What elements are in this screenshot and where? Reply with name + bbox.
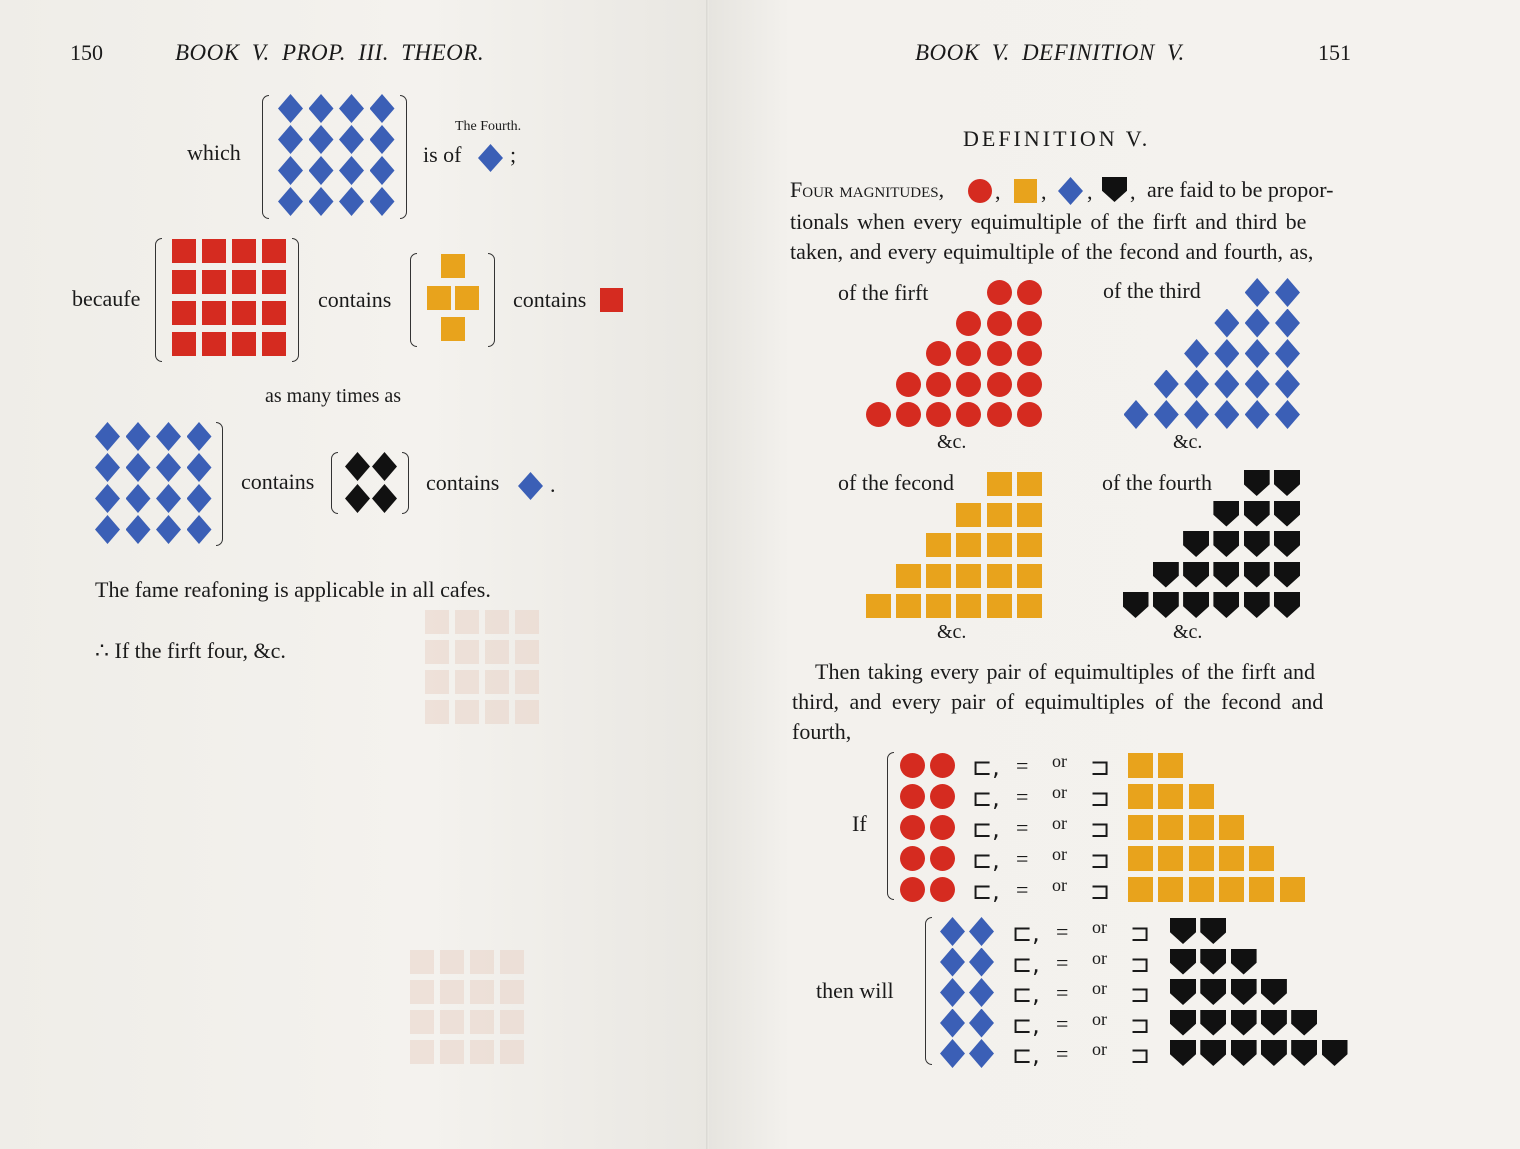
ghost-square [485, 700, 509, 724]
ghost-square [500, 980, 524, 1004]
red-square-single [600, 288, 623, 312]
text-conclusion: ∴ If the firft four, &c. [95, 638, 286, 663]
relation-greater: ⊐ [1090, 846, 1111, 874]
yellow-square [987, 472, 1012, 496]
yellow-square [1189, 846, 1214, 871]
yellow-square [1249, 877, 1274, 902]
ghost-square [425, 700, 449, 724]
red-square [262, 301, 286, 325]
relation-greater: ⊐ [1090, 784, 1111, 812]
yellow-square [1158, 784, 1183, 809]
relation-less: ⊏, [1012, 980, 1040, 1008]
ghost-square [485, 610, 509, 634]
relation-greater: ⊐ [1090, 877, 1111, 905]
red-square [202, 332, 226, 356]
book-gutter [706, 0, 709, 1149]
def-text-line3: taken, and every equimultiple of the fecond and fourth, as, [790, 239, 1314, 264]
relation-or: or [1092, 917, 1107, 937]
relation-greater: ⊐ [1130, 919, 1151, 947]
relation-equal: = [1016, 753, 1029, 778]
red-circle [930, 846, 955, 871]
red-circle [930, 815, 955, 840]
text-same-reasoning: The fame reafoning is applicable in all cafes. [95, 577, 491, 602]
red-circle [987, 280, 1012, 305]
period: . [550, 472, 556, 497]
relation-or: or [1092, 978, 1107, 998]
red-circle [896, 372, 921, 397]
right-brace [488, 253, 495, 347]
label-of-the-third: of the third [1103, 278, 1201, 303]
red-square [172, 332, 196, 356]
red-circle [930, 784, 955, 809]
yellow-square [896, 594, 921, 618]
relation-equal: = [1056, 949, 1069, 975]
right-brace [216, 422, 223, 546]
red-square [262, 332, 286, 356]
relation-greater: ⊐ [1130, 949, 1151, 978]
ghost-square [425, 610, 449, 634]
left-brace [155, 238, 162, 362]
semicolon: ; [510, 142, 517, 167]
yellow-square [956, 564, 981, 588]
yellow-square [1128, 784, 1153, 809]
relation-equal: = [1056, 980, 1069, 1005]
yellow-square [1219, 815, 1244, 840]
red-circle [987, 341, 1012, 366]
left-brace [262, 95, 269, 219]
relation-equal: = [1016, 846, 1029, 871]
yellow-square [1128, 877, 1153, 902]
then-text-line3: fourth, [792, 719, 852, 744]
yellow-square [1017, 533, 1042, 557]
ghost-square [410, 1010, 434, 1034]
red-square [172, 301, 196, 325]
yellow-square [441, 317, 465, 341]
yellow-square [987, 564, 1012, 588]
red-circle [900, 877, 925, 902]
right-brace [292, 238, 299, 362]
yellow-square [1128, 753, 1153, 778]
text-contains: contains [241, 469, 315, 494]
yellow-square [1017, 564, 1042, 588]
relation-greater: ⊐ [1130, 1010, 1151, 1039]
red-square [172, 239, 196, 263]
ghost-square [410, 1040, 434, 1064]
ghost-square [470, 980, 494, 1004]
text-which: which [187, 140, 241, 165]
red-circle [900, 753, 925, 778]
def-text-end: are faid to be propor- [1147, 177, 1334, 202]
ghost-square [455, 610, 479, 634]
yellow-square [1017, 503, 1042, 527]
text-as-many-times-as: as many times as [265, 385, 402, 407]
ghost-square [455, 670, 479, 694]
comma: , [1041, 179, 1047, 204]
ghost-square [455, 700, 479, 724]
ghost-square [410, 980, 434, 1004]
text-because: becaufe [72, 286, 141, 311]
yellow-square [1219, 877, 1244, 902]
comma: , [1130, 179, 1136, 204]
page-number-left: 150 [70, 40, 103, 65]
yellow-square [1280, 877, 1305, 902]
then-text-line2: third, and every pair of equimultiples of the fecond and [792, 689, 1324, 714]
yellow-square [896, 564, 921, 588]
red-circle [1017, 311, 1042, 336]
red-circle [900, 784, 925, 809]
relation-or: or [1052, 844, 1067, 864]
ghost-square [515, 670, 539, 694]
relation-less: ⊏, [972, 753, 1000, 781]
yellow-square-second [1014, 179, 1037, 203]
red-circle [866, 402, 891, 427]
ghost-square [515, 640, 539, 664]
yellow-square [1189, 877, 1214, 902]
left-brace [331, 452, 338, 514]
right-brace [402, 452, 409, 514]
etc-second: &c. [937, 621, 967, 643]
ghost-square [500, 1010, 524, 1034]
yellow-square [1158, 846, 1183, 871]
red-circle [900, 846, 925, 871]
yellow-square [1219, 846, 1244, 871]
yellow-square [1158, 815, 1183, 840]
red-circle [900, 815, 925, 840]
red-square [232, 332, 256, 356]
yellow-square [1189, 815, 1214, 840]
yellow-square [987, 594, 1012, 618]
right-page [708, 0, 1520, 1149]
comma: , [995, 179, 1001, 204]
red-circle [926, 402, 951, 427]
relation-less: ⊏, [972, 815, 1000, 843]
ghost-square [470, 1040, 494, 1064]
label-of-the-fourth: of the fourth [1102, 470, 1212, 495]
def-text-start: Four magnitudes, [790, 177, 945, 202]
running-head-left: BOOK V. PROP. III. THEOR. [175, 40, 485, 65]
relation-less: ⊏, [972, 784, 1000, 812]
yellow-square [956, 533, 981, 557]
ghost-square [470, 950, 494, 974]
ghost-square [470, 1010, 494, 1034]
yellow-square [1158, 753, 1183, 778]
red-square [232, 239, 256, 263]
ghost-square [440, 980, 464, 1004]
relation-or: or [1052, 782, 1067, 802]
yellow-square [1128, 846, 1153, 871]
yellow-square [987, 533, 1012, 557]
ghost-square [440, 950, 464, 974]
red-circle [926, 341, 951, 366]
yellow-square [926, 533, 951, 557]
yellow-square [926, 564, 951, 588]
relation-equal: = [1016, 815, 1029, 840]
ghost-square [515, 700, 539, 724]
yellow-square [1017, 472, 1042, 496]
relation-greater: ⊐ [1130, 980, 1151, 1008]
red-circle-first [968, 179, 992, 203]
yellow-square [455, 286, 479, 310]
left-brace [410, 253, 417, 347]
red-square [202, 239, 226, 263]
etc-fourth: &c. [1173, 621, 1203, 643]
running-head-right: BOOK V. DEFINITION V. [915, 40, 1185, 65]
definition-title: DEFINITION V. [963, 126, 1151, 151]
relation-greater: ⊐ [1090, 753, 1111, 781]
label-the-fourth: The Fourth. [455, 119, 522, 134]
relation-less: ⊏, [1012, 1010, 1040, 1039]
red-circle [930, 877, 955, 902]
red-circle [930, 753, 955, 778]
relation-or: or [1052, 751, 1067, 771]
red-circle [956, 311, 981, 336]
red-circle [1017, 402, 1042, 427]
text-contains: contains [513, 287, 587, 312]
relation-or: or [1092, 947, 1107, 968]
ghost-square [500, 950, 524, 974]
red-circle [987, 372, 1012, 397]
label-then-will: then will [816, 978, 894, 1003]
ghost-square [485, 640, 509, 664]
relation-or: or [1052, 813, 1067, 833]
red-circle [1017, 372, 1042, 397]
ghost-square [440, 1010, 464, 1034]
left-brace [925, 917, 932, 1065]
yellow-square [1189, 784, 1214, 809]
then-text-line1: Then taking every pair of equimultiples of the firft and [815, 659, 1316, 684]
relation-equal: = [1056, 1041, 1069, 1066]
red-square [172, 270, 196, 294]
label-of-the-first: of the firft [838, 280, 929, 305]
relation-or: or [1092, 1039, 1107, 1059]
red-square [262, 270, 286, 294]
text-contains: contains [318, 287, 392, 312]
left-brace [887, 752, 894, 900]
right-brace [400, 95, 407, 219]
relation-less: ⊏, [972, 877, 1000, 905]
ghost-square [410, 950, 434, 974]
red-circle [956, 372, 981, 397]
red-square [202, 270, 226, 294]
yellow-square [1249, 846, 1274, 871]
label-if: If [852, 811, 867, 836]
relation-less: ⊏, [972, 846, 1000, 874]
ghost-square [515, 610, 539, 634]
ghost-square [500, 1040, 524, 1064]
relation-equal: = [1016, 877, 1029, 902]
ghost-square [425, 670, 449, 694]
relation-equal: = [1056, 1010, 1069, 1036]
relation-greater: ⊐ [1130, 1041, 1151, 1069]
red-circle [896, 402, 921, 427]
relation-less: ⊏, [1012, 919, 1040, 947]
yellow-square [926, 594, 951, 618]
relation-equal: = [1056, 919, 1069, 944]
red-circle [1017, 280, 1042, 305]
text-contains: contains [426, 470, 500, 495]
label-of-the-second: of the fecond [838, 470, 955, 495]
red-circle [987, 311, 1012, 336]
red-square [232, 301, 256, 325]
yellow-square [866, 594, 891, 618]
red-circle [926, 372, 951, 397]
page-number-right: 151 [1318, 40, 1351, 65]
yellow-square [956, 503, 981, 527]
def-text-line2: tionals when every equimultiple of the firft and third be [790, 209, 1307, 234]
relation-equal: = [1016, 784, 1029, 809]
yellow-square [956, 594, 981, 618]
yellow-square [441, 254, 465, 278]
yellow-square [987, 503, 1012, 527]
etc-first: &c. [937, 431, 967, 453]
red-circle [1017, 341, 1042, 366]
relation-less: ⊏, [1012, 949, 1040, 978]
red-circle [987, 402, 1012, 427]
red-square [232, 270, 256, 294]
yellow-square [1128, 815, 1153, 840]
comma: , [1087, 179, 1093, 204]
text-is-of: is of [423, 142, 462, 167]
relation-or: or [1052, 875, 1067, 895]
yellow-square [1017, 594, 1042, 618]
red-square [262, 239, 286, 263]
etc-third: &c. [1173, 431, 1203, 453]
ghost-square [425, 640, 449, 664]
red-square [202, 301, 226, 325]
relation-greater: ⊐ [1090, 815, 1111, 843]
ghost-square [440, 1040, 464, 1064]
ghost-square [455, 640, 479, 664]
relation-or: or [1092, 1008, 1107, 1029]
relation-less: ⊏, [1012, 1041, 1040, 1069]
ghost-square [485, 670, 509, 694]
yellow-square [1158, 877, 1183, 902]
yellow-square [427, 286, 451, 310]
